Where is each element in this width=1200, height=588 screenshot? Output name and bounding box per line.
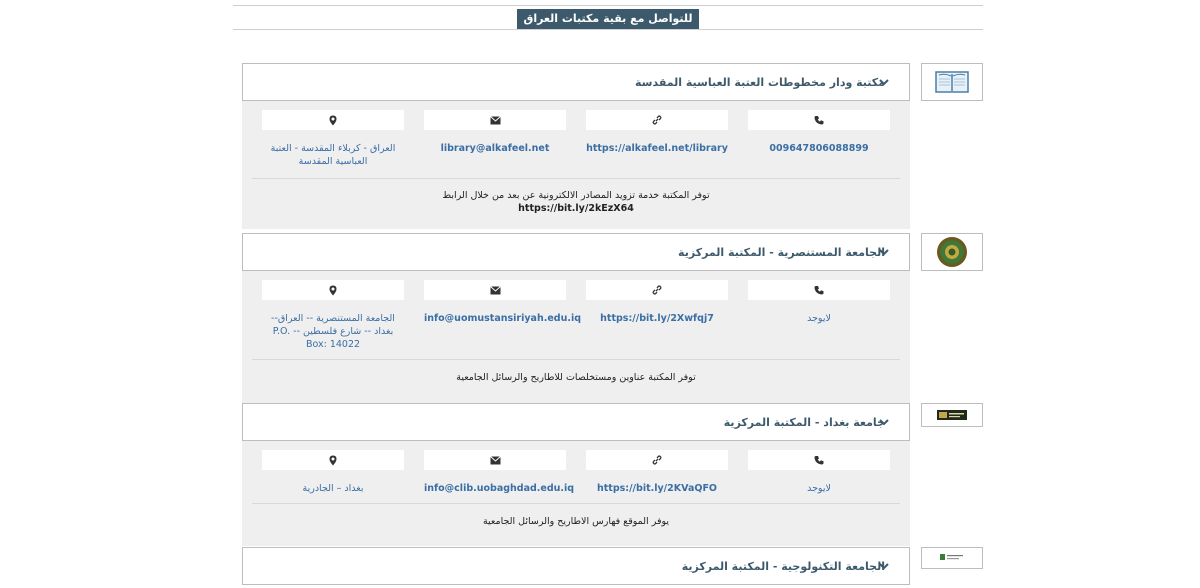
phone-icon xyxy=(814,455,824,465)
website-header xyxy=(586,280,728,300)
address-value: العراق - كربلاء المقدسة - العتبة العباسية المقدسة xyxy=(270,143,396,167)
link-icon xyxy=(652,285,662,295)
email-link[interactable]: info@clib.uobaghdad.edu.iq xyxy=(424,483,575,494)
address-header xyxy=(262,110,404,130)
address-header xyxy=(262,450,404,470)
library-card xyxy=(242,547,983,585)
description-text: توفر المكتبة خدمة تزويد المصادر الالكترونية عن بعد من خلال الرابط xyxy=(442,190,710,201)
library-header[interactable] xyxy=(242,63,983,101)
library-title-box[interactable] xyxy=(242,403,910,441)
description-link[interactable]: https://bit.ly/2kEzX64 xyxy=(518,203,634,214)
library-logo xyxy=(921,547,983,569)
library-details xyxy=(242,441,910,546)
university-seal-icon xyxy=(936,236,968,268)
envelope-icon xyxy=(490,456,501,465)
library-title: مكتبة ودار مخطوطات العتبة العباسية المقدسة xyxy=(635,75,885,89)
phone-icon xyxy=(814,115,824,125)
chevron-down-icon[interactable] xyxy=(879,417,889,427)
library-description xyxy=(242,371,910,384)
email-header xyxy=(424,110,566,130)
divider xyxy=(252,503,900,504)
email-header xyxy=(424,450,566,470)
divider xyxy=(252,359,900,360)
library-title-box[interactable] xyxy=(242,63,910,101)
website-header xyxy=(586,110,728,130)
library-title-box[interactable] xyxy=(242,547,910,585)
contact-headers xyxy=(242,450,910,470)
heading-wrap xyxy=(233,7,983,29)
website-header xyxy=(586,450,728,470)
library-header[interactable] xyxy=(242,547,983,585)
envelope-icon xyxy=(490,116,501,125)
phone-icon xyxy=(814,285,824,295)
chevron-down-icon[interactable] xyxy=(879,77,889,87)
contact-headers xyxy=(242,110,910,130)
link-icon xyxy=(652,115,662,125)
address-value: الجامعة المستنصرية -- العراق-- بغداد -- شارع فلسطين -- P.O. Box: 14022 xyxy=(271,313,395,350)
description-text: توفر المكتبة عناوين ومستخلصات للاطاريح والرسائل الجامعية xyxy=(456,372,696,383)
website-link[interactable]: https://alkafeel.net/library xyxy=(586,143,728,154)
library-header[interactable] xyxy=(242,403,983,441)
phone-value: لايوجد xyxy=(807,483,831,494)
library-title: جامعة بغداد - المكتبة المركزية xyxy=(723,415,885,429)
phone-header xyxy=(748,110,890,130)
library-header[interactable] xyxy=(242,233,983,271)
chevron-down-icon[interactable] xyxy=(879,247,889,257)
library-card xyxy=(242,233,983,403)
library-title: الجامعة المستنصرية - المكتبة المركزية xyxy=(678,245,885,259)
library-details xyxy=(242,101,910,229)
map-marker-icon xyxy=(329,285,337,296)
address-value: بغداد – الجادرية xyxy=(302,483,364,494)
library-details xyxy=(242,271,910,403)
page-heading: للتواصل مع بقية مكتبات العراق xyxy=(517,9,698,29)
website-link[interactable]: https://bit.ly/2KVaQFO xyxy=(596,483,718,494)
email-header xyxy=(424,280,566,300)
heading-rule xyxy=(233,29,983,30)
divider xyxy=(252,178,900,179)
library-logo xyxy=(921,63,983,101)
map-marker-icon xyxy=(329,455,337,466)
chevron-down-icon[interactable] xyxy=(879,561,889,571)
library-description xyxy=(242,189,910,215)
library-card xyxy=(242,403,983,546)
library-description xyxy=(242,515,910,528)
library-logo xyxy=(921,233,983,271)
phone-value: لايوجد xyxy=(807,313,831,324)
description-text: يوفر الموقع فهارس الاطاريح والرسائل الجامعية xyxy=(482,516,670,527)
website-link[interactable]: https://bit.ly/2Xwfqj7 xyxy=(600,313,714,324)
phone-header xyxy=(748,450,890,470)
phone-value[interactable]: 009647806088899 xyxy=(769,143,869,154)
book-logo-icon xyxy=(935,69,969,95)
address-header xyxy=(262,280,404,300)
link-icon xyxy=(652,455,662,465)
small-logo-icon xyxy=(940,553,964,563)
envelope-icon xyxy=(490,286,501,295)
map-marker-icon xyxy=(329,115,337,126)
library-card xyxy=(242,63,983,229)
library-title: الجامعة التكنولوجية - المكتبة المركزية xyxy=(681,559,885,573)
library-title-box[interactable] xyxy=(242,233,910,271)
library-logo xyxy=(921,403,983,427)
top-rule xyxy=(233,5,983,6)
contact-headers xyxy=(242,280,910,300)
email-link[interactable]: info@uomustansiriyah.edu.iq xyxy=(424,313,582,324)
email-link[interactable]: library@alkafeel.net xyxy=(440,143,550,154)
phone-header xyxy=(748,280,890,300)
banner-logo-icon xyxy=(937,410,967,420)
